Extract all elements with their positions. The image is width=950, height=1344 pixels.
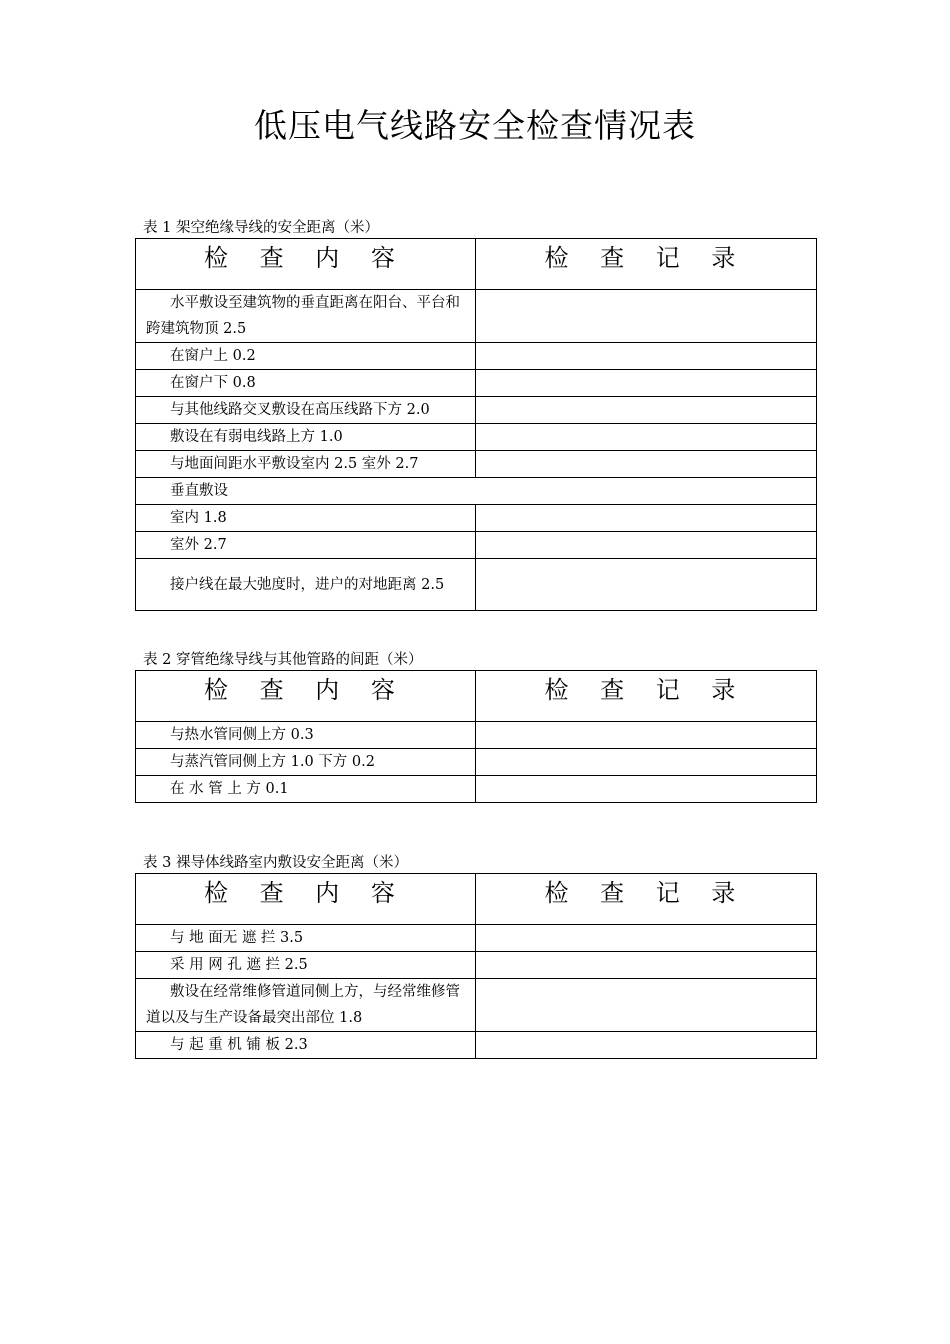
record-cell[interactable] [476, 370, 817, 397]
table1 [135, 238, 817, 611]
table1-caption: 表 1 架空绝缘导线的安全距离（米） [143, 220, 379, 236]
header-content: 检 查 内 容 [136, 239, 476, 290]
check-item: 与地面间距水平敷设室内 2.5 室外 2.7 [136, 451, 476, 478]
table-header-row [136, 874, 817, 925]
check-item-merged: 垂直敷设 [136, 478, 817, 505]
check-item: 室内 1.8 [136, 505, 476, 532]
table-row [136, 952, 817, 979]
table3 [135, 873, 817, 1059]
header-record: 检 查 记 录 [476, 874, 817, 925]
table2-section [135, 650, 817, 803]
check-item: 室外 2.7 [136, 532, 476, 559]
record-cell[interactable] [476, 532, 817, 559]
check-item: 敷设在有弱电线路上方 1.0 [136, 424, 476, 451]
check-item: 与 起 重 机 铺 板 2.3 [136, 1032, 476, 1059]
record-cell[interactable] [476, 424, 817, 451]
record-cell[interactable] [476, 722, 817, 749]
check-item: 在窗户上 0.2 [136, 343, 476, 370]
check-item: 采 用 网 孔 遮 拦 2.5 [136, 952, 476, 979]
record-cell[interactable] [476, 749, 817, 776]
table-row [136, 1032, 817, 1059]
record-cell[interactable] [476, 451, 817, 478]
table-row [136, 451, 817, 478]
record-cell[interactable] [476, 979, 817, 1032]
table-row [136, 749, 817, 776]
header-content: 检 查 内 容 [136, 874, 476, 925]
table-row [136, 424, 817, 451]
record-cell[interactable] [476, 776, 817, 803]
header-content: 检 查 内 容 [136, 671, 476, 722]
check-item: 与 地 面无 遮 拦 3.5 [136, 925, 476, 952]
table-row [136, 979, 817, 1032]
table-header-row [136, 239, 817, 290]
check-item: 水平敷设至建筑物的垂直距离在阳台、平台和跨建筑物顶 2.5 [136, 290, 476, 343]
table-row [136, 478, 817, 505]
header-record: 检 查 记 录 [476, 239, 817, 290]
record-cell[interactable] [476, 505, 817, 532]
check-item: 与热水管同侧上方 0.3 [136, 722, 476, 749]
table-row [136, 290, 817, 343]
table-header-row [136, 671, 817, 722]
table-row [136, 925, 817, 952]
record-cell[interactable] [476, 925, 817, 952]
check-item: 与蒸汽管同侧上方 1.0 下方 0.2 [136, 749, 476, 776]
table3-caption: 表 3 裸导体线路室内敷设安全距离（米） [143, 855, 408, 871]
header-record: 检 查 记 录 [476, 671, 817, 722]
table-row [136, 343, 817, 370]
table2-caption: 表 2 穿管绝缘导线与其他管路的间距（米） [143, 652, 423, 668]
table2 [135, 670, 817, 803]
table-row [136, 397, 817, 424]
record-cell[interactable] [476, 952, 817, 979]
table-row [136, 559, 817, 611]
table-row [136, 776, 817, 803]
record-cell[interactable] [476, 397, 817, 424]
record-cell[interactable] [476, 1032, 817, 1059]
record-cell[interactable] [476, 559, 817, 611]
table1-section [135, 218, 817, 611]
table3-section [135, 853, 817, 1059]
table-row [136, 532, 817, 559]
check-item: 接户线在最大弛度时，进户的对地距离 2.5 [136, 559, 476, 611]
check-item: 在 水 管 上 方 0.1 [136, 776, 476, 803]
record-cell[interactable] [476, 343, 817, 370]
table-row [136, 722, 817, 749]
table-row [136, 370, 817, 397]
check-item: 敷设在经常维修管道同侧上方，与经常维修管道以及与生产设备最突出部位 1.8 [136, 979, 476, 1032]
record-cell[interactable] [476, 290, 817, 343]
page-title: 低压电气线路安全检查情况表 [254, 106, 696, 145]
check-item: 与其他线路交叉敷设在高压线路下方 2.0 [136, 397, 476, 424]
check-item: 在窗户下 0.8 [136, 370, 476, 397]
table-row [136, 505, 817, 532]
